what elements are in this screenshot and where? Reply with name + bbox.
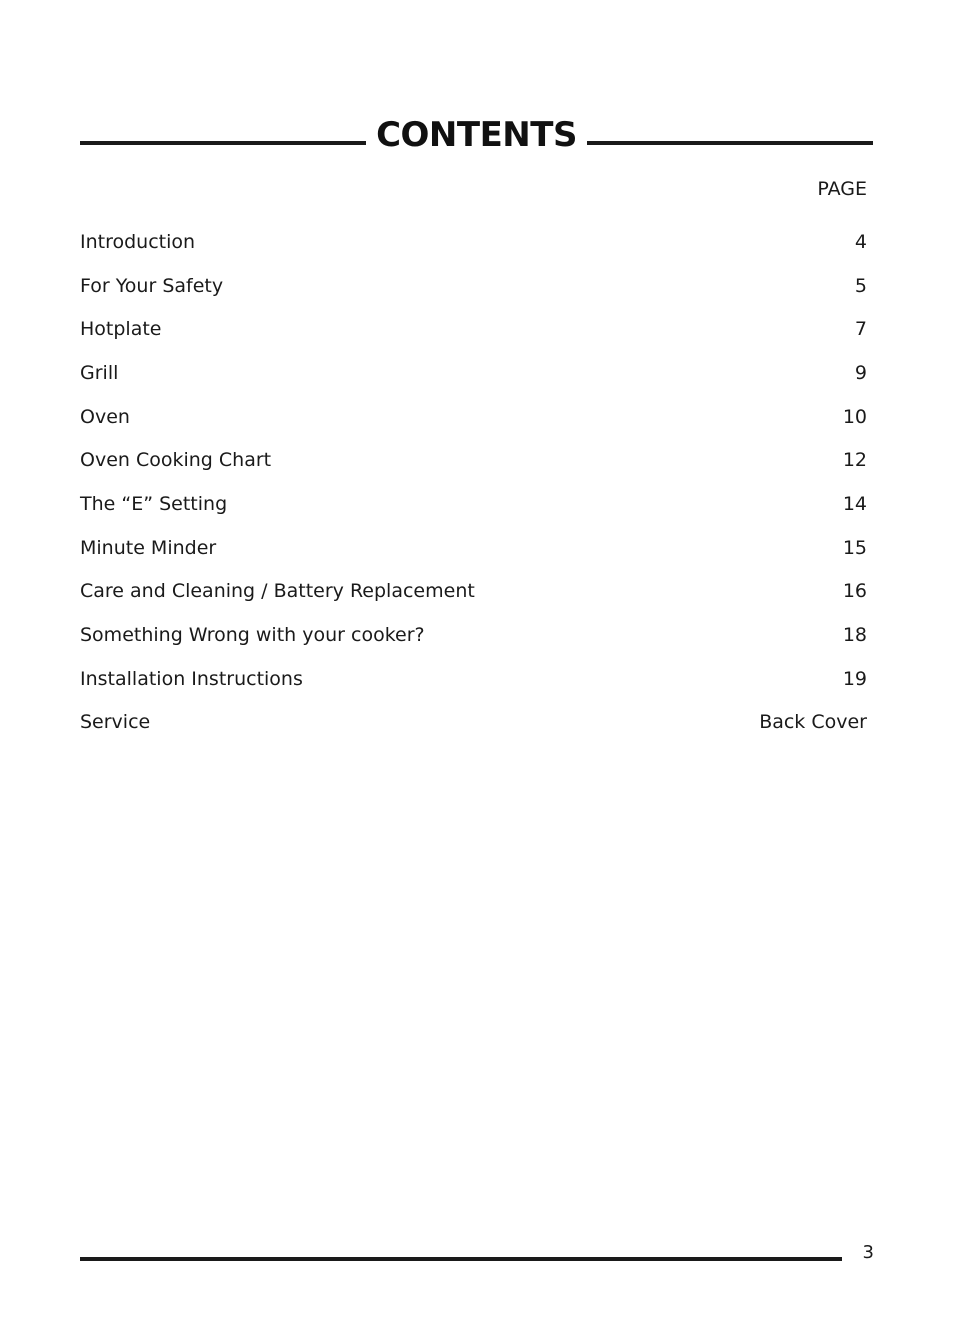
footer-page-number: 3 xyxy=(862,1242,874,1263)
toc-entry-page: 4 xyxy=(854,230,867,253)
toc-entry-care-and-cleaning[interactable] xyxy=(80,570,867,614)
toc-entry-page: 10 xyxy=(842,405,867,428)
toc-entry-e-setting[interactable] xyxy=(80,482,867,526)
toc-entry-page: 14 xyxy=(842,492,867,515)
toc-entry-title: Oven Cooking Chart xyxy=(80,449,272,472)
toc-entry-oven-cooking-chart[interactable] xyxy=(80,438,867,482)
toc-entry-title: Care and Cleaning / Battery Replacement xyxy=(80,580,475,603)
toc-entry-title: Something Wrong with your cooker? xyxy=(80,624,425,647)
toc-entry-page: 19 xyxy=(842,667,867,690)
title-rule-left xyxy=(80,141,366,145)
toc-entry-page: 7 xyxy=(854,318,867,341)
toc-entry-installation-instructions[interactable] xyxy=(80,657,867,701)
footer-rule xyxy=(80,1257,842,1261)
toc-entry-service[interactable] xyxy=(80,701,867,745)
toc-entry-grill[interactable] xyxy=(80,351,867,395)
toc-entry-title: The “E” Setting xyxy=(80,492,228,515)
toc-entry-page: 15 xyxy=(842,536,867,559)
page-title: CONTENTS xyxy=(376,115,577,155)
toc-entry-title: Introduction xyxy=(80,230,196,253)
toc-entry-introduction[interactable] xyxy=(80,220,867,264)
toc-entry-title: Hotplate xyxy=(80,318,162,341)
contents-title-row xyxy=(80,112,873,158)
toc-entry-title: For Your Safety xyxy=(80,274,224,297)
toc-entry-hotplate[interactable] xyxy=(80,307,867,351)
toc-entry-oven[interactable] xyxy=(80,395,867,439)
toc-entry-minute-minder[interactable] xyxy=(80,526,867,570)
toc-entry-title: Oven xyxy=(80,405,130,428)
page-column-header: PAGE xyxy=(817,178,867,200)
toc-entry-title: Service xyxy=(80,711,151,734)
toc-entry-title: Grill xyxy=(80,361,119,384)
toc-entry-page: 5 xyxy=(854,274,867,297)
toc-entry-page: 18 xyxy=(842,624,867,647)
table-of-contents xyxy=(80,220,867,744)
toc-entry-page: 9 xyxy=(854,361,867,384)
toc-entry-page: 16 xyxy=(842,580,867,603)
toc-entry-for-your-safety[interactable] xyxy=(80,264,867,308)
toc-entry-page: Back Cover xyxy=(759,711,867,734)
toc-entry-something-wrong[interactable] xyxy=(80,613,867,657)
toc-entry-title: Minute Minder xyxy=(80,536,217,559)
title-rule-right xyxy=(587,141,873,145)
toc-entry-title: Installation Instructions xyxy=(80,667,303,690)
toc-entry-page: 12 xyxy=(842,449,867,472)
